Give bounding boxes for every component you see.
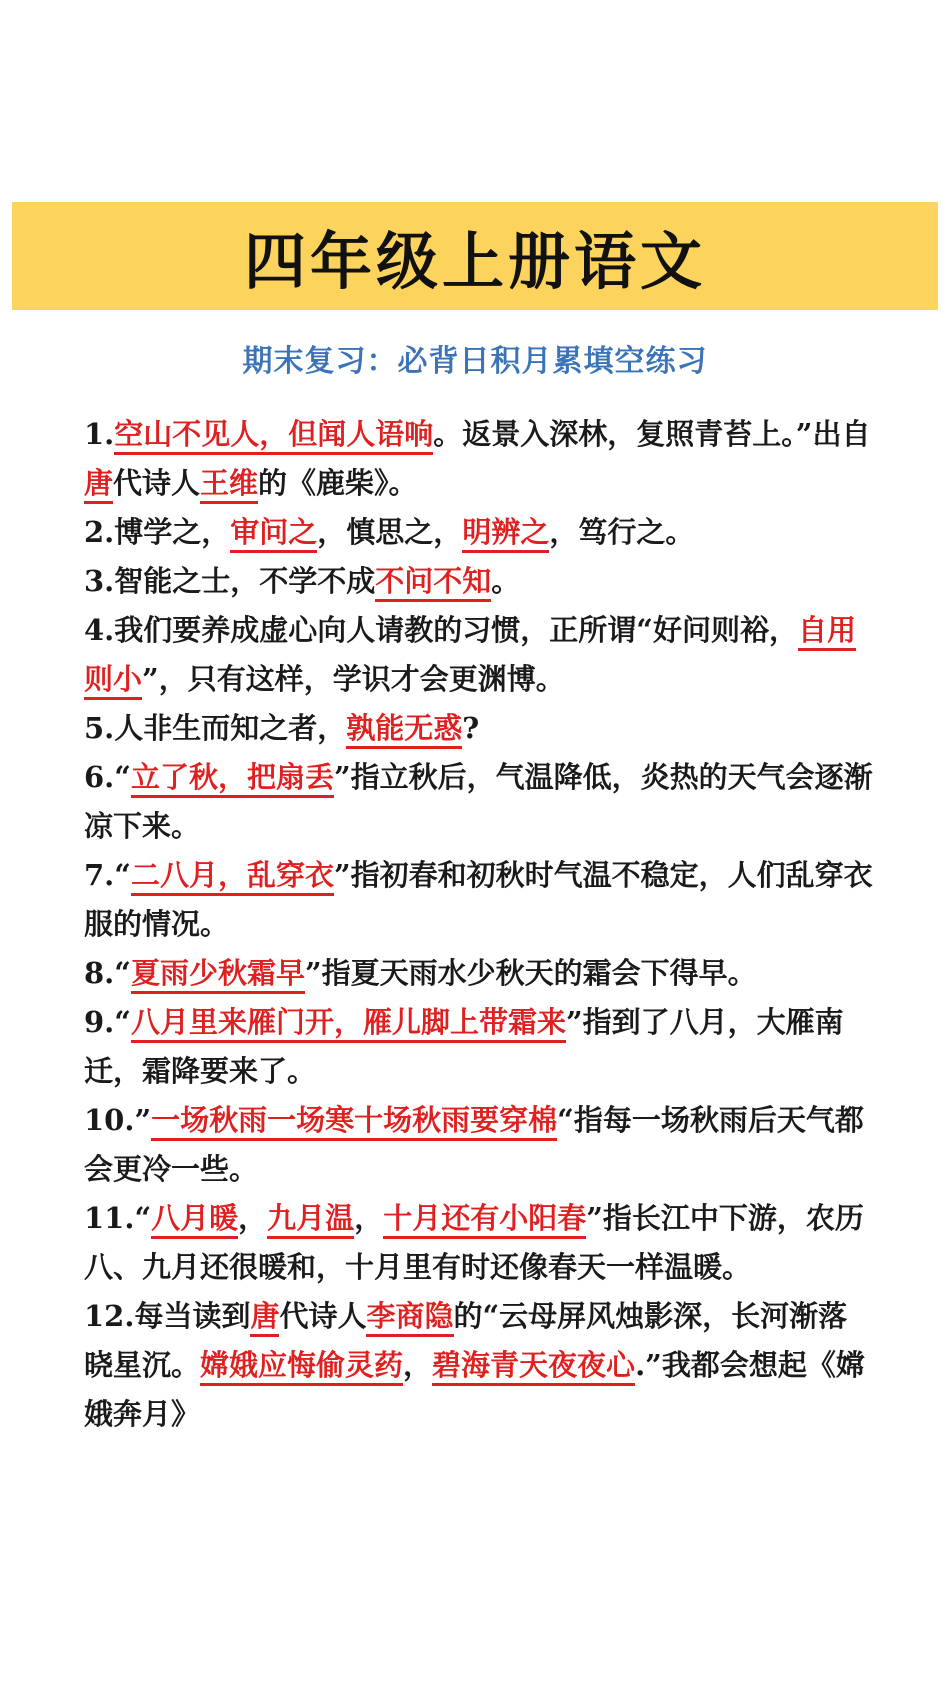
item-text: 代诗人 (113, 466, 201, 500)
exercise-item (84, 753, 874, 851)
item-text: ， (403, 1348, 433, 1382)
title-banner (12, 202, 938, 310)
answer-text: 自用则小 (84, 613, 856, 700)
exercise-item (84, 998, 874, 1096)
answer-text: 明辨之 (462, 515, 549, 553)
item-text: 11.“ (84, 1201, 152, 1235)
item-text: ， (238, 1201, 268, 1235)
answer-text: 一场秋雨一场寒十场秋雨要穿棉 (151, 1103, 557, 1141)
exercise-item (84, 851, 874, 949)
page-subtitle: 期末复习：必背日积月累填空练习 (242, 344, 708, 379)
answer-text: 十月还有小阳春 (383, 1201, 586, 1239)
item-text: 的“云母屏风烛影深，长河渐落晓星沉。 (84, 1299, 848, 1382)
item-text: “指每一场秋雨后天气都会更冷一些。 (84, 1103, 864, 1186)
answer-text: 夏雨少秋霜早 (131, 956, 305, 994)
item-text: 10.” (84, 1103, 152, 1137)
item-text: 代诗人 (279, 1299, 367, 1333)
item-text: ? (462, 711, 480, 745)
item-text: 2.博学之， (84, 515, 231, 549)
exercise-item (84, 949, 874, 998)
exercise-item (84, 606, 874, 704)
answer-text: 空山不见人，但闻人语响 (114, 417, 433, 455)
answer-text: 唐 (250, 1299, 279, 1337)
answer-text: 九月温 (267, 1201, 354, 1239)
item-text: ”指夏天雨水少秋天的霜会下得早。 (304, 956, 757, 990)
exercise-item (84, 1096, 874, 1194)
answer-text: 立了秋，把扇丢 (131, 760, 334, 798)
exercise-list (84, 410, 874, 1439)
answer-text: 八月暖 (151, 1201, 238, 1239)
answer-text: 唐 (84, 466, 113, 504)
answer-text: 碧海青天夜夜心 (432, 1348, 635, 1386)
item-text: 9.“ (84, 1005, 131, 1039)
item-text: ”，只有这样，学识才会更渊博。 (142, 662, 565, 696)
item-text: ， (354, 1201, 384, 1235)
answer-text: 八月里来雁门开，雁儿脚上带霜来 (131, 1005, 566, 1043)
item-text: 4.我们要养成虚心向人请教的习惯，正所谓“好问则裕， (84, 613, 798, 647)
item-text: 。 (491, 564, 521, 598)
answer-text: 孰能无惑 (346, 711, 462, 749)
item-text: .”我都会想起《嫦娥奔月》 (84, 1348, 865, 1431)
item-text: 12.每当读到 (84, 1299, 251, 1333)
exercise-item (84, 1194, 874, 1292)
exercise-item (84, 557, 874, 606)
item-text: 3.智能之士，不学不成 (84, 564, 376, 598)
item-text: ，慎思之， (317, 515, 463, 549)
item-text: 1. (84, 417, 115, 451)
item-text: 5.人非生而知之者， (84, 711, 347, 745)
answer-text: 李商隐 (366, 1299, 453, 1337)
page-title: 四年级上册语文 (243, 224, 706, 298)
item-text: ”指初春和初秋时气温不稳定，人们乱穿衣服的情况。 (84, 858, 873, 941)
exercise-item (84, 410, 874, 508)
item-text: ”指到了八月，大雁南迁，霜降要来了。 (84, 1005, 844, 1088)
item-text: 8.“ (84, 956, 131, 990)
item-text: ”指立秋后，气温降低，炎热的天气会逐渐凉下来。 (84, 760, 873, 843)
item-text: ”指长江中下游，农历八、九月还很暖和，十月里有时还像春天一样温暖。 (84, 1201, 864, 1284)
answer-text: 审问之 (230, 515, 317, 553)
item-text: 。返景入深林，复照青苔上。”出自 (433, 417, 871, 451)
exercise-item (84, 508, 874, 557)
item-text: 6.“ (84, 760, 131, 794)
exercise-item (84, 704, 874, 753)
answer-text: 不问不知 (375, 564, 491, 602)
item-text: ，笃行之。 (549, 515, 695, 549)
answer-text: 二八月，乱穿衣 (131, 858, 334, 896)
item-text: 的《鹿柴》。 (258, 466, 418, 500)
item-text: 7.“ (84, 858, 131, 892)
answer-text: 王维 (200, 466, 258, 504)
answer-text: 嫦娥应悔偷灵药 (200, 1348, 403, 1386)
exercise-item (84, 1292, 874, 1439)
